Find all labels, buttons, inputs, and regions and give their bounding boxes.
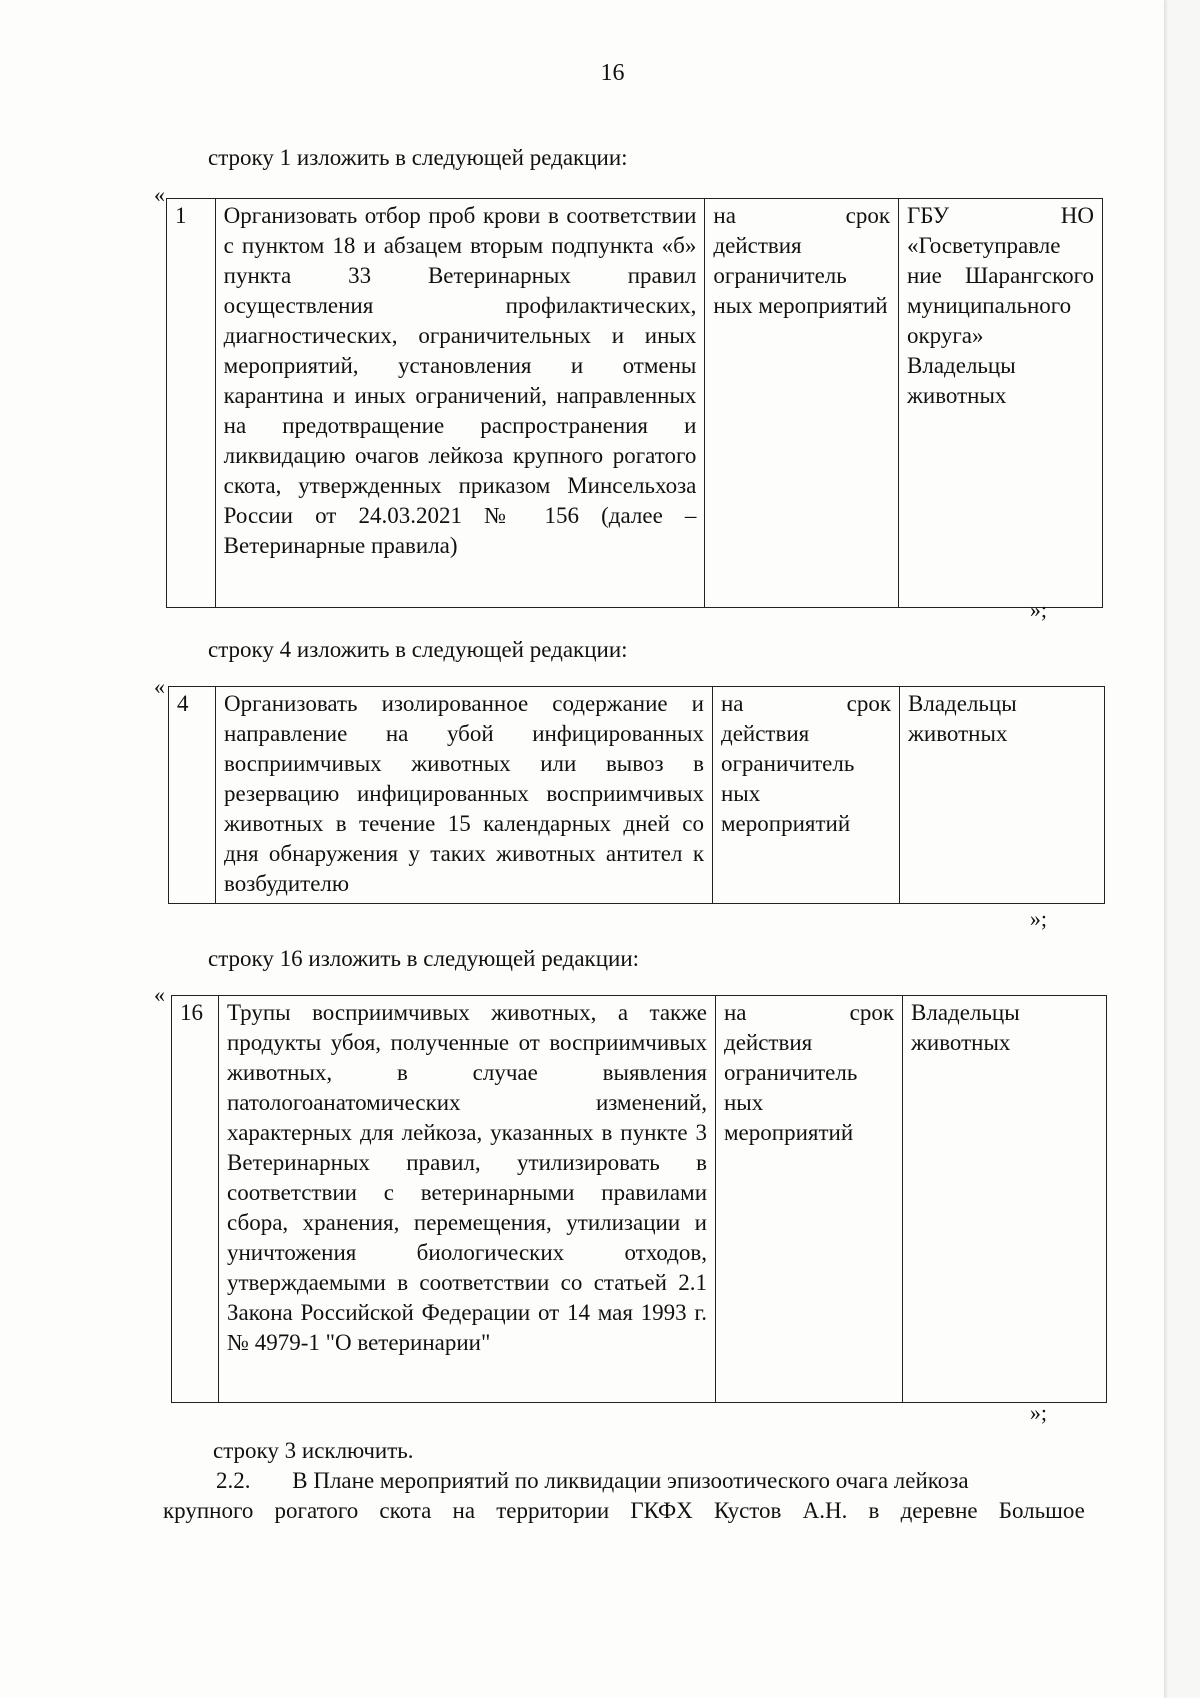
close-quote-1: »; — [1029, 597, 1047, 622]
row-number: 4 — [169, 687, 216, 904]
row-term: на срок действия ограничитель ных мероприятий — [705, 199, 899, 608]
paragraph-text: В Плане мероприятий по ликвидации эпизоотического очага лейкоза — [292, 1468, 969, 1493]
row-responsible: ГБУ НО «Госветуправле ние Шарангского муниципального округа» Владельцы животных — [899, 199, 1103, 608]
table-row-4 — [168, 686, 1105, 904]
row-number: 1 — [167, 199, 216, 608]
open-quote-2: « — [154, 674, 165, 699]
row-term: на срок действия ограничитель ных мероприятий — [716, 996, 903, 1403]
open-quote-3: « — [154, 982, 165, 1007]
row-measure-text: Организовать изолированное содержание и направление на убой инфицированных восприимчивых животных или вывоз в резервацию инфицированных восприимчивых животных в течение 15 календарных дней со дня обнаружения у таких животных антител к возбудителю — [216, 687, 713, 904]
row-measure-text: Трупы восприимчивых животных, а также продукты убоя, полученные от восприимчивых животных, в случае выявления патологоанатомических изменений, характерных для лейкоза, указанных в пункте 3 Ветеринарных правил, утилизировать в соответствии с ветеринарными правилами сбора, хранения, перемещения, утилизации и уничтожения биологических отходов, утверждаемыми в соответствии со статьей 2.1 Закона Российской Федерации от 14 мая 1993 г. № 4979-1 "О ветеринарии" — [219, 996, 716, 1403]
intro-row-16: строку 16 изложить в следующей редакции: — [208, 946, 640, 971]
row-term: на срок действия ограничитель ных мероприятий — [713, 687, 900, 904]
row-measure-text: Организовать отбор проб крови в соответствии с пунктом 18 и абзацем вторым подпункта «б» пункта 33 Ветеринарных правил осуществления профилактических, диагностических, ограничительных и иных мероприятий, установления и отмены карантина и иных ограничений, направленных на предотвращение распространения и ликвидацию очагов лейкоза крупного рогатого скота, утвержденных приказом Минсельхоза России от 24.03.2021 № 156 (далее – Ветеринарные правила) — [215, 199, 705, 608]
paragraph-2-2-line-1 — [216, 1466, 1084, 1496]
row-responsible: Владельцы животных — [900, 687, 1105, 904]
row-number: 16 — [172, 996, 219, 1403]
exclude-line: строку 3 исключить. — [213, 1438, 414, 1463]
page-number: 16 — [600, 60, 625, 86]
paragraph-text: крупного рогатого скота на территории ГКФХ Кустов А.Н. в деревне Большое — [163, 1498, 1085, 1523]
open-quote-1: « — [154, 182, 165, 207]
table-row-16 — [171, 995, 1107, 1403]
close-quote-2: »; — [1029, 906, 1047, 931]
table-row-1 — [166, 198, 1103, 608]
paragraph-number: 2.2. — [216, 1468, 251, 1493]
row-responsible: Владельцы животных — [903, 996, 1107, 1403]
intro-row-4: строку 4 изложить в следующей редакции: — [208, 637, 628, 662]
paragraph-2-2-line-2 — [163, 1496, 1085, 1526]
intro-row-1: строку 1 изложить в следующей редакции: — [208, 145, 628, 170]
close-quote-3: »; — [1029, 1400, 1047, 1425]
